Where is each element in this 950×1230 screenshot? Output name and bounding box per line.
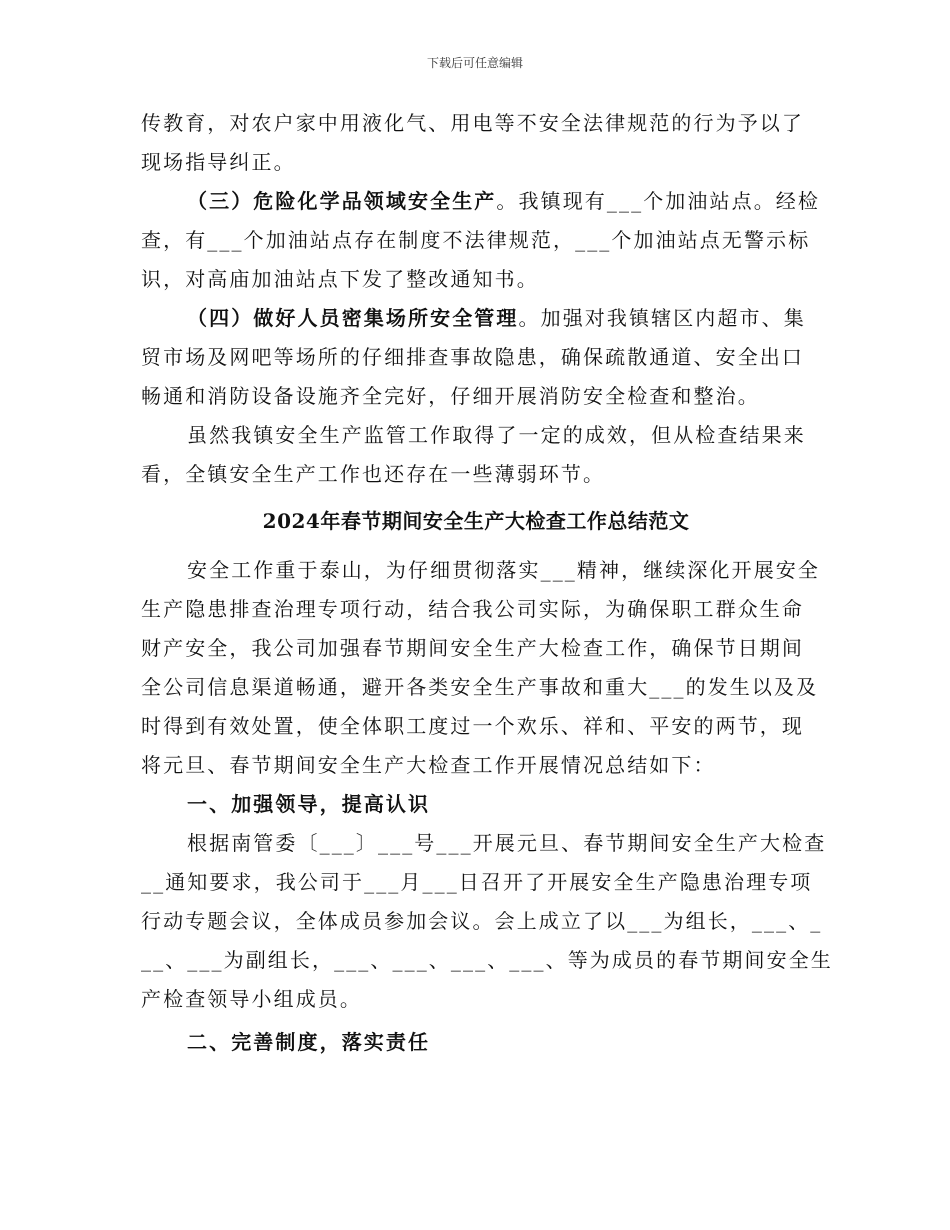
text-line: 生产隐患排查治理专项行动，结合我公司实际，为确保职工群众生命 bbox=[141, 597, 804, 621]
text-span: 。加强对我镇辖区内超市、集 bbox=[518, 306, 806, 330]
text-line: 看，全镇安全生产工作也还存在一些薄弱环节。 bbox=[141, 462, 606, 486]
section-heading: 二、完善制度，落实责任 bbox=[187, 1030, 431, 1054]
text-line: 将元旦、春节期间安全生产大检查工作开展情况总结如下： bbox=[141, 753, 716, 777]
paragraph-hazardous-chemicals bbox=[141, 182, 821, 221]
text-line: 传教育，对农户家中用液化气、用电等不安全法律规范的行为予以了 bbox=[141, 111, 804, 135]
section-heading-inline: （三）危险化学品领域安全生产 bbox=[187, 189, 497, 213]
text-line: 时得到有效处置，使全体职工度过一个欢乐、祥和、平安的两节，现 bbox=[141, 714, 804, 738]
text-line: 贸市场及网吧等场所的仔细排查事故隐患，确保疏散通道、安全出口 bbox=[141, 345, 804, 369]
text-line: 虽然我镇安全生产监管工作取得了一定的成效，但从检查结果来 bbox=[187, 423, 806, 447]
text-line: 畅通和消防设备设施齐全完好，仔细开展消防安全检查和整治。 bbox=[141, 384, 760, 408]
text-line: 全公司信息渠道畅通，避开各类安全生产事故和重大___的发生以及及 bbox=[141, 675, 819, 699]
text-line: 产检查领导小组成员。 bbox=[141, 987, 362, 1011]
paragraph-crowded-places bbox=[141, 299, 811, 338]
text-line: __、___为副组长，___、___、___、___、等为成员的春节期间安全生 bbox=[141, 948, 833, 972]
text-line: 根据南管委〔___〕___号___开展元旦、春节期间安全生产大检查 bbox=[187, 831, 827, 855]
text-line: 识，对高庙加油站点下发了整改通知书。 bbox=[141, 267, 539, 291]
text-line: 财产安全，我公司加强春节期间安全生产大检查工作，确保节日期间 bbox=[141, 636, 804, 660]
text-line: 查，有___个加油站点存在制度不法律规范，___个加油站点无警示标 bbox=[141, 228, 811, 252]
text-line: 安全工作重于泰山，为仔细贯彻落实___精神，继续深化开展安全 bbox=[187, 558, 820, 582]
text-line: 现场指导纠正。 bbox=[141, 150, 296, 174]
document-body bbox=[141, 104, 833, 1062]
text-line: 行动专题会议，全体成员参加会议。会上成立了以___为组长，___、_ bbox=[141, 909, 823, 933]
section-heading: 一、加强领导，提高认识 bbox=[187, 792, 431, 816]
document-title: 2024年春节期间安全生产大检查工作总结范文 bbox=[262, 509, 690, 533]
section-heading-inline: （四）做好人员密集场所安全管理 bbox=[187, 306, 519, 330]
page-header: 下载后可任意编辑 bbox=[426, 56, 523, 70]
text-span: 。我镇现有___个加油站点。经检 bbox=[496, 189, 821, 213]
text-line: __通知要求，我公司于___月___日召开了开展安全生产隐患治理专项 bbox=[141, 870, 813, 894]
